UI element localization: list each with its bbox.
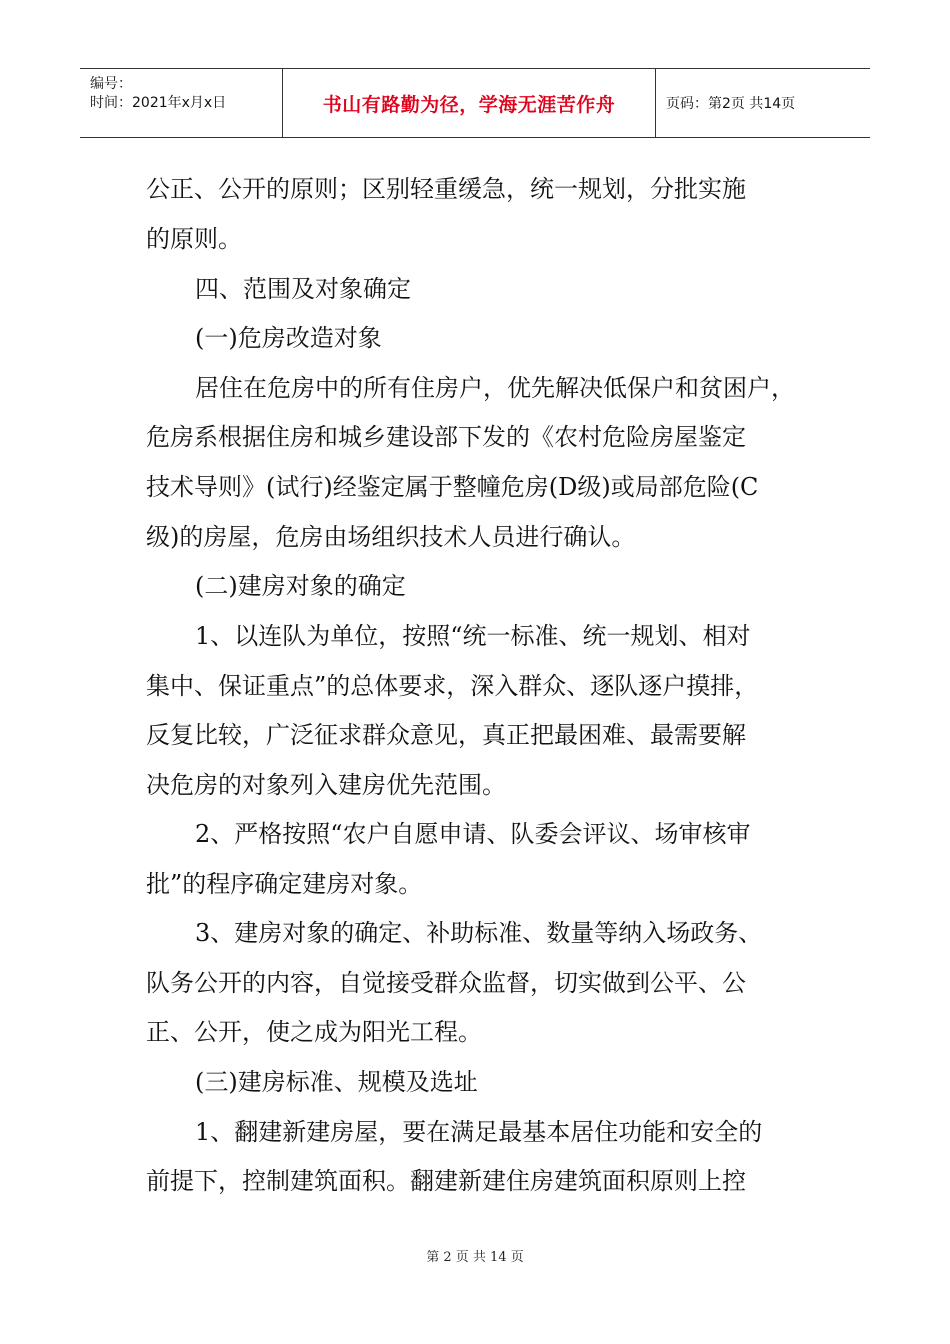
number-label: 编号：	[90, 76, 132, 92]
body-line: 技术导则》(试行)经鉴定属于整幢危房(D级)或局部危险(C	[146, 473, 759, 501]
header-page-cell	[656, 69, 870, 137]
header-motto-cell	[283, 69, 656, 137]
subsection-heading: (三)建房标准、规模及选址	[195, 1068, 478, 1096]
subsection-heading: (一)危房改造对象	[195, 324, 382, 352]
body-line: 决危房的对象列入建房优先范围。	[146, 771, 506, 799]
body-line: 1、翻建新建房屋，要在满足最基本居住功能和安全的	[195, 1118, 763, 1146]
body-line: 2、严格按照“农户自愿申请、队委会评议、场审核审	[195, 820, 751, 848]
body-line: 的原则。	[146, 225, 242, 253]
page-footer: 第 2 页 共 14 页	[426, 1250, 524, 1265]
page-header	[80, 68, 870, 138]
section-heading: 四、范围及对象确定	[195, 275, 411, 303]
body-line: 批”的程序确定建房对象。	[146, 870, 423, 898]
page-number-label: 页码：第2页 共14页	[666, 96, 796, 112]
body-line: 公正、公开的原则；区别轻重缓急，统一规划，分批实施	[146, 175, 746, 203]
body-line: 前提下，控制建筑面积。翻建新建住房建筑面积原则上控	[146, 1167, 746, 1195]
body-line: 居住在危房中的所有住房户，优先解决低保户和贫困户，	[195, 374, 795, 402]
time-label: 时间：2021年x月x日	[90, 95, 227, 111]
header-meta	[80, 69, 283, 137]
body-line: 反复比较，广泛征求群众意见，真正把最困难、最需要解	[146, 721, 746, 749]
body-line: 级)的房屋，危房由场组织技术人员进行确认。	[146, 523, 636, 551]
body-line: 正、公开，使之成为阳光工程。	[146, 1018, 482, 1046]
body-line: 1、以连队为单位，按照“统一标准、统一规划、相对	[195, 622, 751, 650]
body-line: 集中、保证重点”的总体要求，深入群众、逐队逐户摸排，	[146, 672, 759, 700]
body-line: 队务公开的内容，自觉接受群众监督，切实做到公平、公	[146, 969, 746, 997]
body-line: 危房系根据住房和城乡建设部下发的《农村危险房屋鉴定	[146, 423, 746, 451]
body-line: 3、建房对象的确定、补助标准、数量等纳入场政务、	[195, 919, 763, 947]
subsection-heading: (二)建房对象的确定	[195, 572, 406, 600]
motto-text: 书山有路勤为径，学海无涯苦作舟	[322, 93, 616, 116]
